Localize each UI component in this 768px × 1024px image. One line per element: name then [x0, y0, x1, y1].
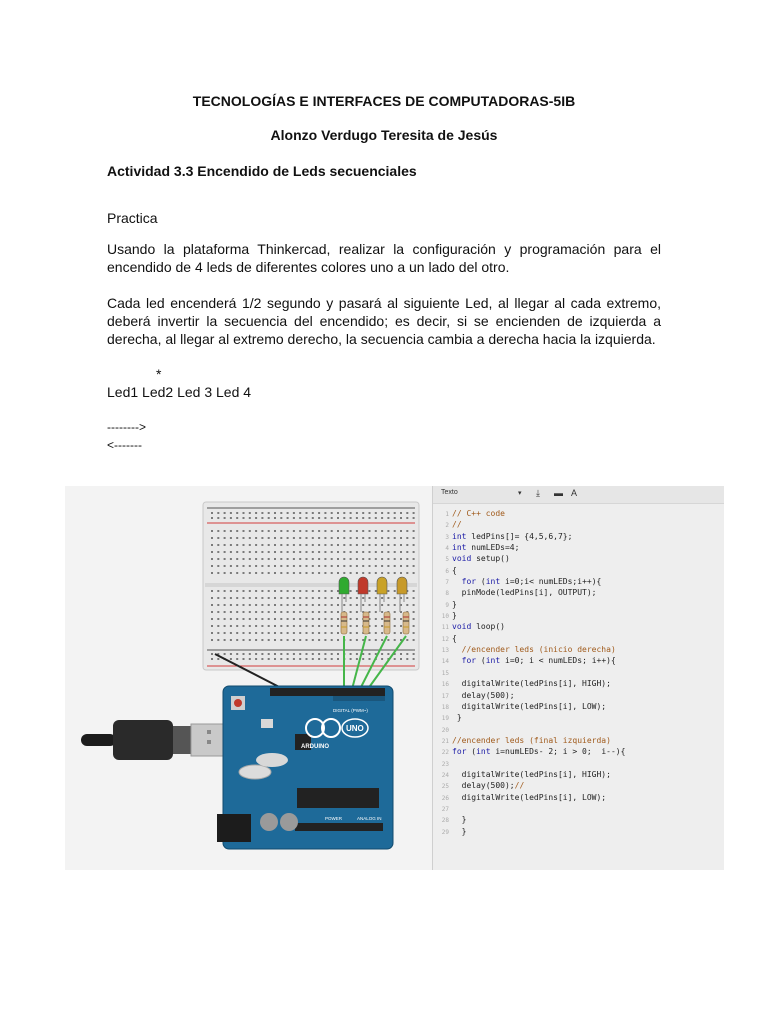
code-token: (	[476, 656, 486, 666]
line-number: 29	[441, 828, 449, 836]
arrow-right: -------->	[107, 420, 146, 434]
arduino-uno-board	[217, 686, 393, 849]
code-token: digitalWrite(ledPins[i], HIGH);	[452, 679, 611, 689]
line-number: 12	[441, 635, 449, 643]
line-number: 15	[441, 669, 449, 677]
code-token: for	[452, 656, 477, 666]
star-marker: *	[156, 366, 162, 382]
code-token: int	[485, 656, 501, 666]
section-heading: Practica	[107, 210, 158, 226]
code-line	[433, 531, 724, 542]
circuit-view	[65, 486, 432, 870]
code-line	[433, 814, 724, 825]
code-line	[433, 803, 724, 814]
code-line	[433, 712, 724, 723]
code-line	[433, 633, 724, 644]
code-line	[433, 621, 724, 632]
code-token: }	[452, 815, 467, 825]
code-token: {	[452, 633, 457, 643]
code-line	[433, 508, 724, 519]
author-name: Alonzo Verdugo Teresita de Jesús	[270, 127, 498, 143]
code-token: int	[452, 543, 467, 553]
line-number: 26	[441, 794, 449, 802]
line-number: 25	[441, 783, 449, 791]
code-token: //	[514, 781, 525, 791]
line-number: 17	[441, 692, 449, 700]
line-number: 11	[441, 624, 449, 632]
line-number: 28	[441, 817, 449, 825]
code-token: i=0; i < numLEDs; i++){	[500, 656, 616, 666]
upload-icon[interactable]: ▬	[554, 488, 563, 498]
line-number: 20	[441, 726, 449, 734]
chevron-down-icon[interactable]: ▾	[518, 490, 522, 497]
line-number: 10	[441, 613, 449, 621]
code-line	[433, 576, 724, 587]
code-token: digitalWrite(ledPins[i], LOW);	[452, 792, 607, 802]
code-token: //encender leds (inicio derecha)	[452, 645, 616, 655]
code-token: delay(500);	[452, 690, 515, 700]
line-number: 22	[441, 749, 449, 757]
code-line	[433, 587, 724, 598]
code-line	[433, 758, 724, 769]
code-token: void	[452, 554, 472, 564]
line-number: 19	[441, 715, 449, 723]
code-token: i=numLEDs- 2; i > 0; i--){	[490, 747, 626, 757]
code-token: ledPins[]= {4,5,6,7};	[466, 531, 573, 541]
line-number: 8	[445, 590, 449, 598]
analog-in-label: ANALOG IN	[357, 816, 382, 821]
code-token: digitalWrite(ledPins[i], LOW);	[452, 701, 607, 711]
code-line	[433, 746, 724, 757]
code-line	[433, 769, 724, 780]
circuit-diagram	[65, 486, 432, 870]
line-number: 24	[441, 771, 449, 779]
code-token: {	[452, 565, 457, 575]
code-line	[433, 655, 724, 666]
code-token: }	[452, 826, 467, 836]
tinkercad-screenshot	[65, 486, 723, 870]
activity-heading: Actividad 3.3 Encendido de Leds secuenciales	[107, 163, 417, 179]
code-line	[433, 690, 724, 701]
code-token: setup()	[471, 554, 510, 564]
line-number: 1	[445, 511, 449, 518]
code-line	[433, 599, 724, 610]
line-number: 16	[441, 681, 449, 689]
line-number: 7	[445, 579, 449, 587]
code-token: }	[452, 713, 462, 723]
line-number: 3	[445, 533, 449, 541]
code-token: (	[476, 577, 486, 587]
line-number: 13	[441, 647, 449, 655]
paragraph-sequence: Cada led encenderá 1/2 segundo y pasará al siguiente Led, al llegar al cada extremo, deberá invertir la secuencia del encendido; es decir, si se encienden de izquierda a derecha, al llegar al extremo derecho, la secuencia cambia a derecha hacia la izquierda.	[107, 295, 661, 347]
code-token: //encender leds (final izquierda)	[452, 735, 611, 745]
digital-pins-label: DIGITAL (PWM~)	[333, 708, 368, 713]
code-token: pinMode(ledPins[i], OUTPUT);	[452, 588, 597, 598]
code-line	[433, 678, 724, 689]
code-lines	[433, 508, 724, 837]
code-line	[433, 735, 724, 746]
code-line	[433, 724, 724, 735]
code-token: //	[452, 520, 462, 530]
code-token: int	[485, 577, 501, 587]
code-token: for	[452, 747, 467, 757]
code-token: // C++ code	[452, 509, 505, 518]
code-token: int	[452, 531, 467, 541]
line-number: 6	[445, 567, 449, 575]
code-line	[433, 610, 724, 621]
arrow-left: <-------	[107, 438, 142, 452]
code-token: (	[466, 747, 477, 757]
code-token: i=0;i< numLEDs;i++){	[500, 577, 602, 587]
code-line	[433, 792, 724, 803]
code-token: }	[452, 599, 457, 609]
line-number: 18	[441, 703, 449, 711]
code-editor-panel	[432, 486, 724, 870]
power-label: POWER	[325, 816, 343, 821]
line-number: 9	[445, 601, 449, 609]
download-icon[interactable]: ⤓	[536, 488, 540, 498]
code-token: for	[452, 577, 477, 587]
code-line	[433, 565, 724, 576]
paragraph-instructions: Usando la plataforma Thinkercad, realizar la configuración y programación para el encendido de 4 leds de diferentes colores uno a un lado del otro.	[107, 241, 661, 275]
code-token: void	[452, 622, 472, 632]
document-title: TECNOLOGÍAS E INTERFACES DE COMPUTADORAS-5IB	[192, 93, 576, 109]
line-number: 14	[441, 658, 449, 666]
code-line	[433, 542, 724, 553]
line-number: 5	[445, 556, 449, 564]
line-number: 27	[441, 805, 449, 813]
leds-line: Led1 Led2 Led 3 Led 4	[107, 384, 252, 400]
line-number: 4	[445, 545, 449, 553]
code-line	[433, 553, 724, 564]
code-token: }	[452, 611, 457, 621]
code-line	[433, 667, 724, 678]
code-token: int	[476, 747, 491, 757]
code-mode-select[interactable]: Texto	[441, 489, 458, 496]
code-token: loop()	[471, 622, 505, 632]
code-token: delay(500);	[452, 781, 515, 791]
code-line	[433, 701, 724, 712]
uno-model-text: UNO	[346, 724, 364, 733]
line-number: 2	[445, 522, 449, 530]
code-token: numLEDs=4;	[466, 543, 520, 553]
code-editor-toolbar	[433, 486, 724, 504]
code-line	[433, 780, 724, 791]
arduino-logo-text: ARDUINO	[301, 744, 329, 750]
code-token: digitalWrite(ledPins[i], HIGH);	[452, 769, 611, 779]
font-size-icon[interactable]: A	[571, 488, 578, 498]
usb-cable	[81, 720, 229, 760]
line-number: 23	[441, 760, 449, 768]
line-number: 21	[441, 737, 449, 745]
code-line	[433, 826, 724, 837]
code-line	[433, 519, 724, 530]
code-line	[433, 644, 724, 655]
